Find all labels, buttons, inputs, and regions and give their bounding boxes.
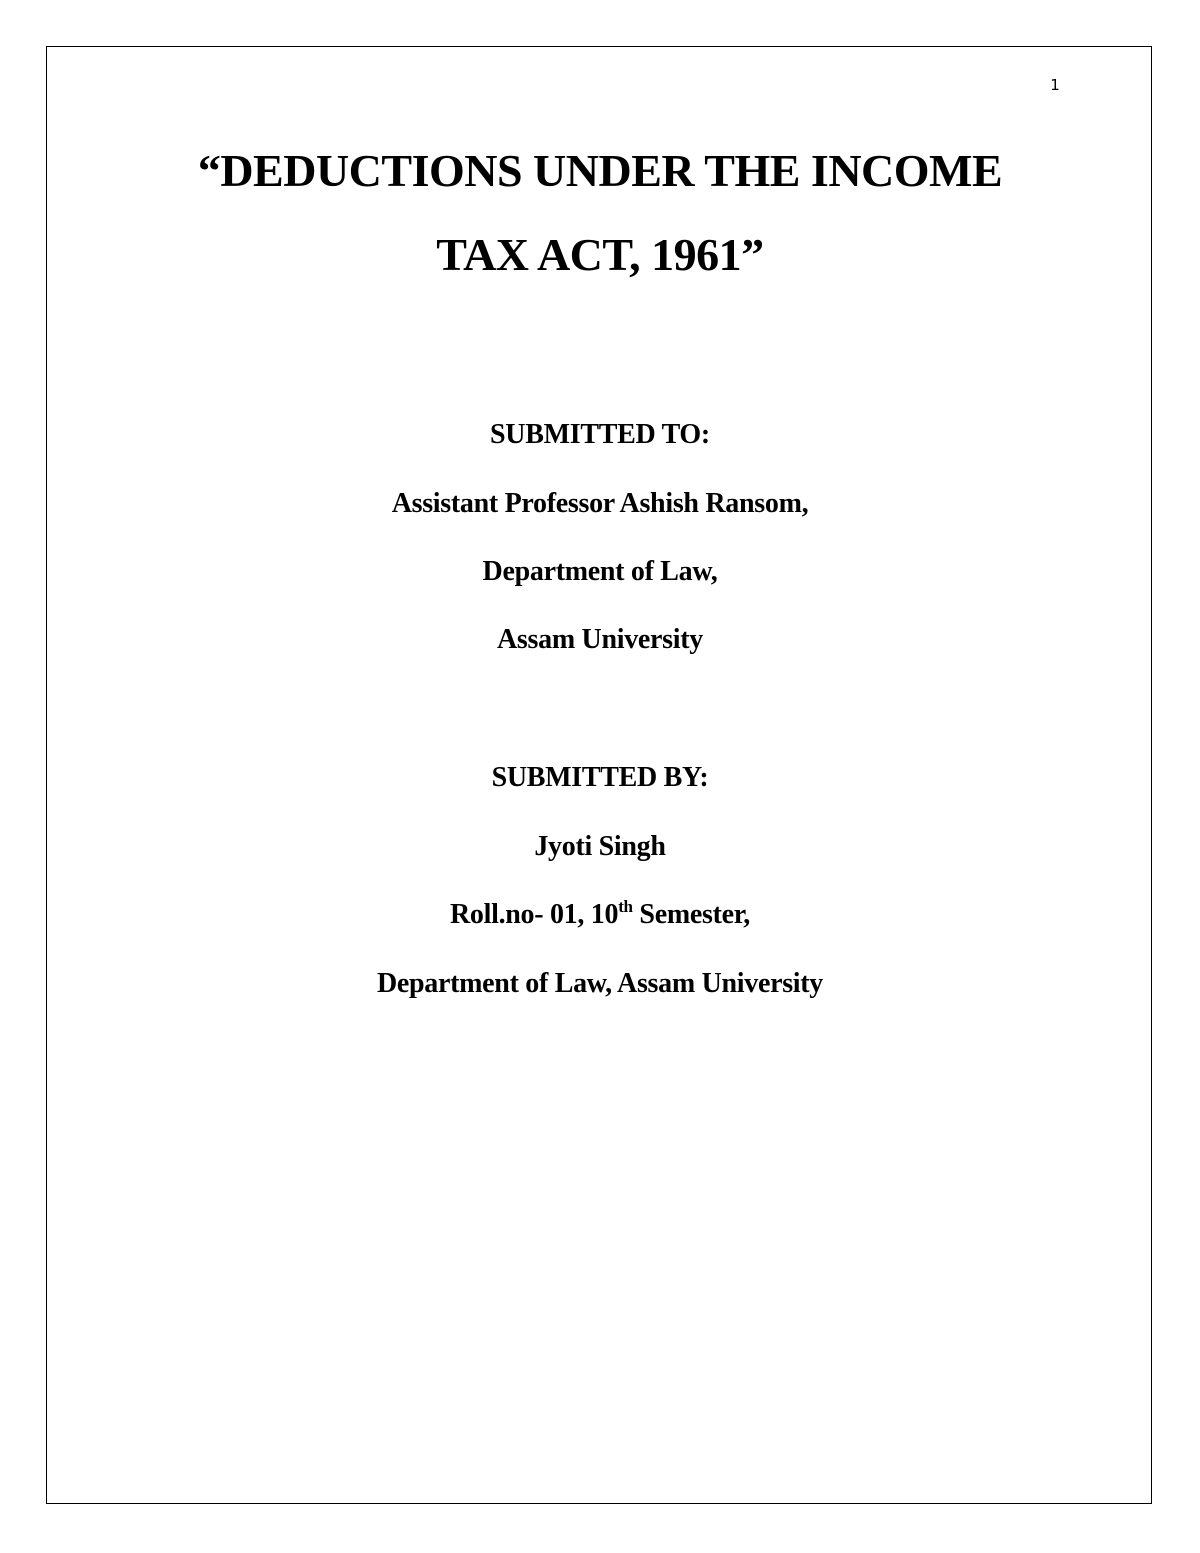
roll-suffix: Semester, (632, 899, 750, 930)
submitted-to-department: Department of Law, (482, 556, 718, 587)
page-number: 1 (1050, 76, 1060, 94)
submitted-by-roll (0, 898, 1200, 932)
roll-superscript: th (618, 897, 633, 916)
submitted-by-name: Jyoti Singh (534, 831, 666, 862)
roll-prefix: Roll.no- 01, 10 (450, 899, 619, 930)
submitted-to-heading: SUBMITTED TO: (490, 419, 710, 450)
submitted-to-name: Assistant Professor Ashish Ransom, (391, 488, 809, 519)
submitted-to-university: Assam University (497, 624, 703, 655)
document-title-line-2: TAX ACT, 1961” (436, 229, 764, 280)
document-title-line-1: “DEDUCTIONS UNDER THE INCOME (197, 145, 1003, 196)
submitted-by-department-university: Department of Law, Assam University (376, 968, 824, 999)
submitted-by-heading: SUBMITTED BY: (491, 762, 709, 793)
